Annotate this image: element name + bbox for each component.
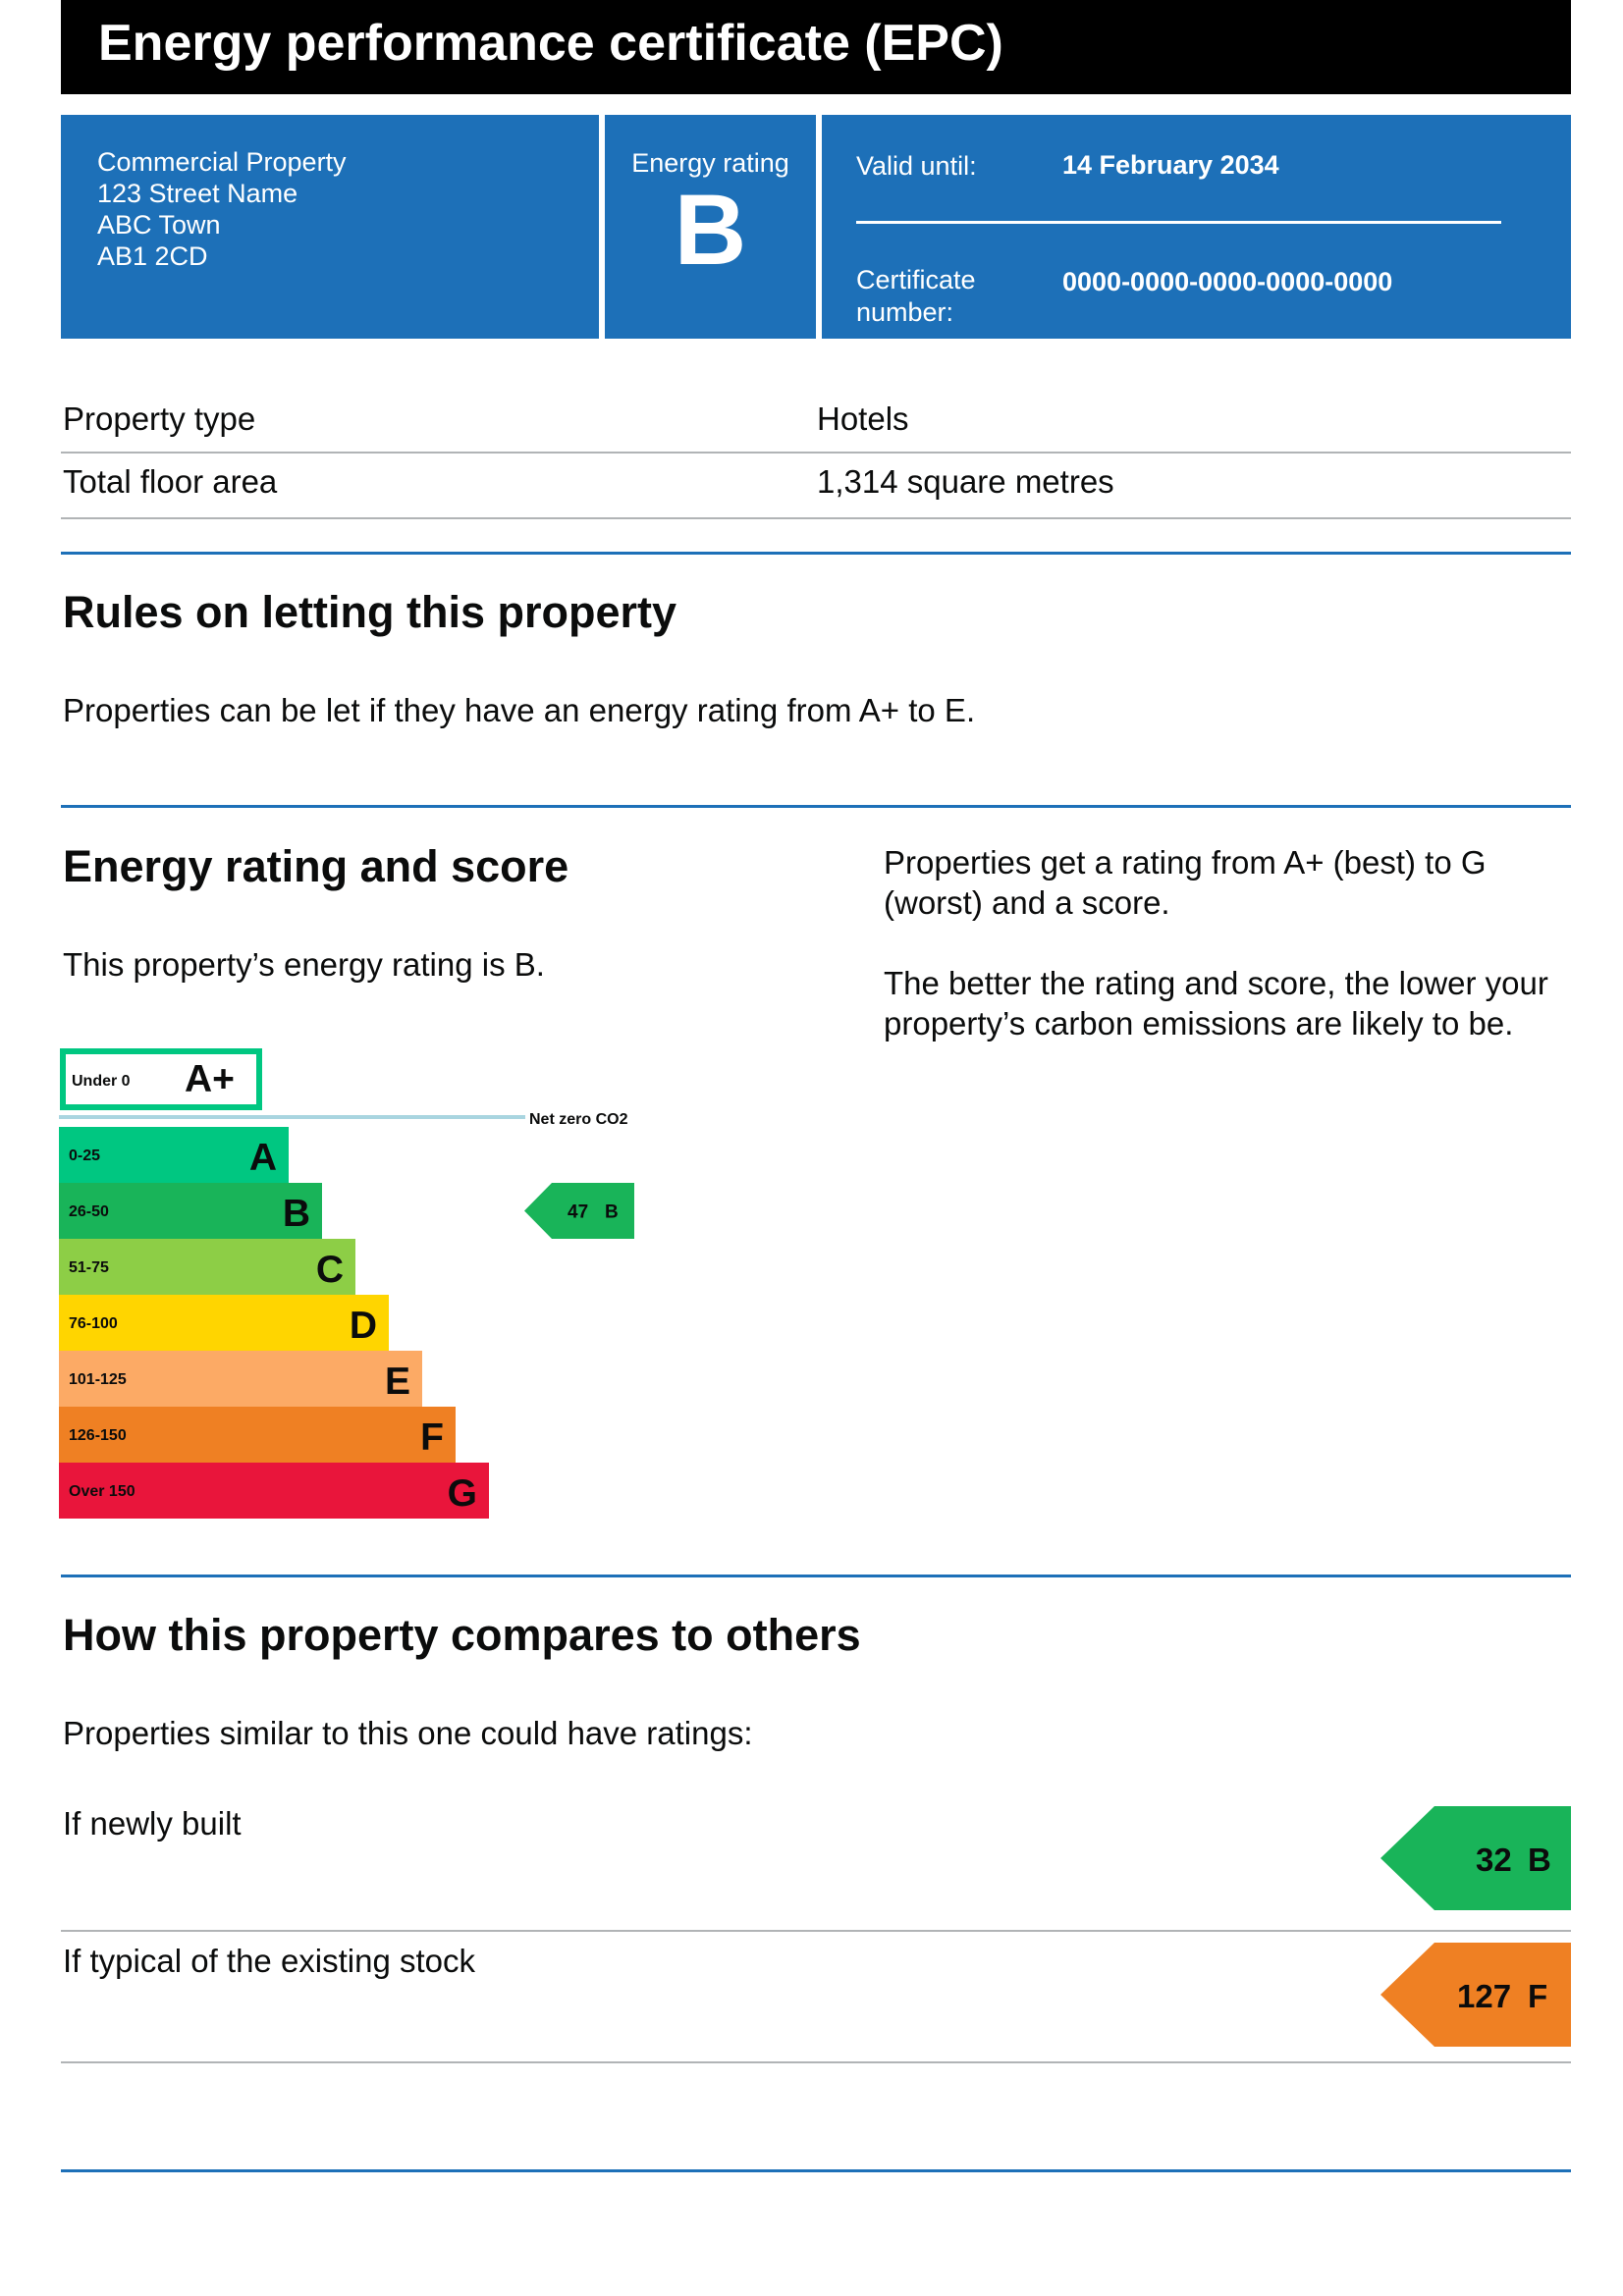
band-range-label: 101-125 [69,1371,127,1388]
rating-intro: This property’s energy rating is B. [63,946,545,983]
floor-area-value: 1,314 square metres [817,463,1114,500]
rating-side-text-1: Properties get a rating from A+ (best) to G (worst) and a score. [884,844,1487,921]
section-divider [61,805,1571,808]
energy-rating-panel [605,115,816,339]
rules-heading: Rules on letting this property [63,587,677,637]
address-line-4: AB1 2CD [97,241,208,271]
energy-rating-chart [59,1041,668,1531]
validity-panel [822,115,1571,339]
address-line-2: 123 Street Name [97,179,298,208]
net-zero-line [59,1115,525,1119]
current-rating-letter: B [605,1201,619,1223]
band-letter: D [349,1305,377,1347]
validity-divider [856,221,1501,224]
band-range-label: Over 150 [69,1483,135,1500]
table-row-divider [61,452,1571,454]
rating-arrow-score: 127 [1457,1978,1512,2014]
section-divider [61,2169,1571,2172]
rating-heading: Energy rating and score [63,841,569,891]
rules-text: Properties can be let if they have an energy rating from A+ to E. [63,692,976,728]
address-line-1: Commercial Property [97,147,347,177]
section-divider [61,1575,1571,1577]
band-range-label: 76-100 [69,1315,118,1332]
band-range-label: Under 0 [72,1073,131,1090]
table-row-divider [61,517,1571,519]
compare-existing-stock-rating [1380,1943,1571,2047]
compare-existing-stock-label: If typical of the existing stock [63,1943,476,1979]
title-bar [61,0,1571,94]
band-letter: B [282,1193,310,1235]
property-type-label: Property type [63,400,256,437]
band-letter: C [315,1249,344,1291]
rating-arrow-letter: B [1528,1842,1551,1878]
compare-heading: How this property compares to others [63,1610,861,1660]
rating-side-text-2: The better the rating and score, the lower your property’s carbon emissions are likely to be. [884,965,1548,1041]
band-letter: A [248,1137,277,1179]
band-letter: F [420,1416,444,1459]
band-range-label: 26-50 [69,1203,109,1220]
net-zero-label: Net zero CO2 [529,1111,628,1128]
compare-row-divider [61,2061,1571,2063]
compare-newly-built-label: If newly built [63,1805,242,1842]
current-rating-score: 47 [568,1201,589,1223]
compare-intro: Properties similar to this one could have ratings: [63,1715,753,1751]
certificate-number: 0000-0000-0000-0000-0000 [1062,267,1393,296]
band-letter: G [447,1472,477,1515]
band-letter: A+ [185,1058,235,1100]
address-panel [61,115,599,339]
band-letter: E [384,1361,410,1403]
band-range-label: 0-25 [69,1148,101,1164]
address-line-3: ABC Town [97,210,221,240]
valid-until-value: 14 February 2034 [1062,150,1279,180]
rating-arrow-score: 32 [1476,1842,1512,1878]
valid-until-label: Valid until: [856,151,977,181]
page-title: Energy performance certificate (EPC) [98,15,1003,72]
band-range-label: 126-150 [69,1427,127,1444]
energy-rating-label: Energy rating [631,148,789,178]
certificate-label-line1: Certificate [856,265,976,294]
band-range-label: 51-75 [69,1259,109,1276]
property-type-value: Hotels [817,400,909,437]
compare-newly-built-rating [1380,1806,1571,1910]
rating-arrow-letter: F [1528,1978,1548,2014]
compare-row-divider [61,1930,1571,1932]
certificate-label-line2: number: [856,297,954,327]
energy-rating-letter: B [674,174,747,286]
floor-area-label: Total floor area [63,463,278,500]
section-divider [61,552,1571,555]
